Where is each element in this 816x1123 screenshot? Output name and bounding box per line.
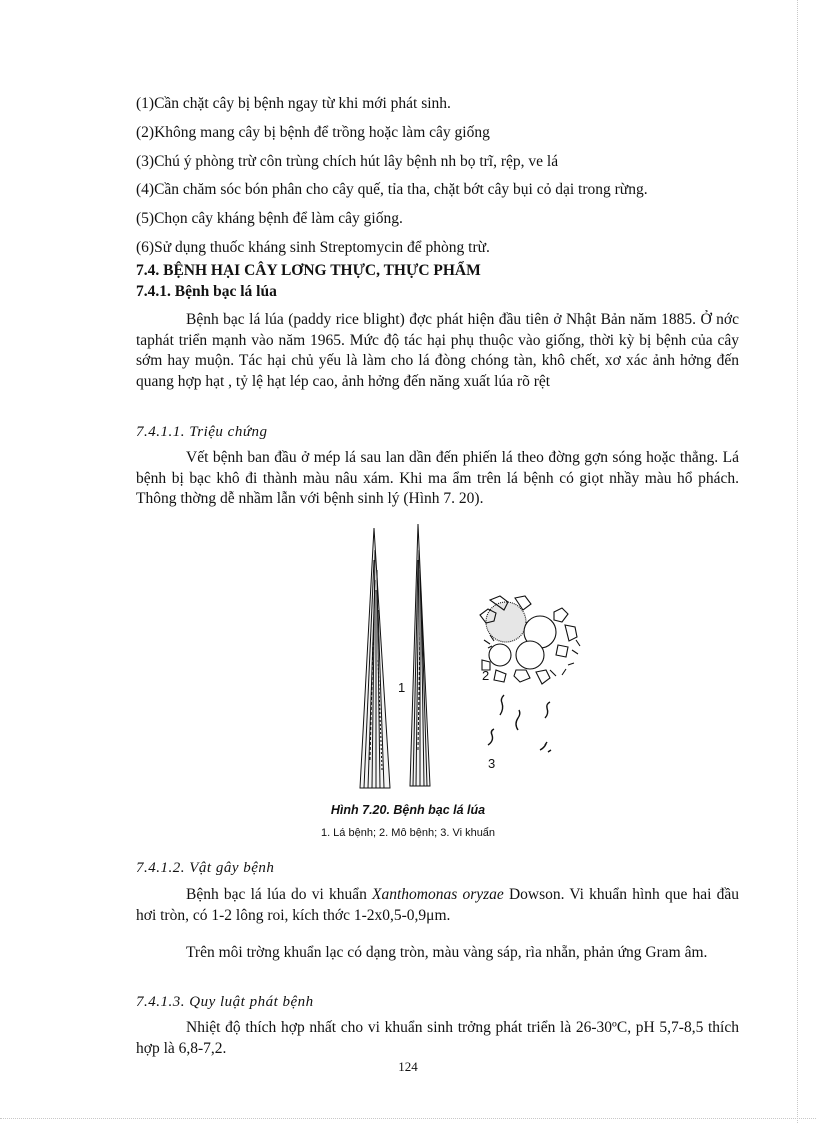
rice-blight-illustration (340, 520, 590, 792)
symptoms-heading: 7.4.1.1. Triệu chứng (136, 424, 268, 440)
bacteria-cells (488, 695, 551, 752)
page-edge-bottom (0, 1118, 816, 1119)
culture-paragraph: Trên môi trờng khuẩn lạc có dạng tròn, màu vàng sáp, rìa nhẵn, phản ứng Gram âm. (186, 944, 708, 961)
development-paragraph: Nhiệt độ thích hợp nhất cho vi khuẩn sinh trởng phát triển là 26-30ºC, pH 5,7-8,5 thích hợp là 6,8-7,2. (136, 1019, 739, 1057)
page-edge-right (797, 0, 798, 1123)
measure-2: (2)Không mang cây bị bệnh để trồng hoặc làm cây giống (136, 124, 490, 141)
measure-1: (1)Cần chặt cây bị bệnh ngay từ khi mới phát sinh. (136, 95, 451, 112)
pathogen-heading: 7.4.1.2. Vật gây bệnh (136, 860, 275, 876)
measure-3: (3)Chú ý phòng trừ côn trùng chích hút lây bệnh nh bọ trĩ, rệp, ve lá (136, 153, 559, 170)
pathogen-text-after: Dowson. Vi khuẩn hình que hai đầu hơi tròn, có 1-2 lông roi, kích thớc 1-2x0,5-0,9μm. (136, 886, 740, 924)
figure-label-3: 3 (488, 756, 496, 771)
pathogen-paragraph (136, 885, 739, 926)
measure-4: (4)Cần chăm sóc bón phân cho cây quế, tỉa tha, chặt bớt cây bụi cỏ dại trong rừng. (136, 181, 648, 198)
page-number: 124 (398, 1059, 418, 1074)
subsection-title: 7.4.1. Bệnh bạc lá lúa (136, 283, 277, 300)
symptoms-paragraph: Vết bệnh ban đầu ở mép lá sau lan dần đến phiến lá theo đờng gợn sóng hoặc thẳng. Lá bệnh bị bạc khô đi thành màu nâu xám. Khi ma ẩm trên lá bệnh có giọt nhầy màu hổ phách. Thông thờng dễ nhầm lẫn với bệnh sinh lý (Hình 7. 20). (136, 449, 739, 508)
pathogen-text-before: Bệnh bạc lá lúa do vi khuẩn (186, 886, 373, 903)
diseased-tissue-cells (480, 596, 580, 684)
figure-caption-title: Hình 7.20. Bệnh bạc lá lúa (330, 803, 486, 817)
diseased-leaf-right (410, 524, 430, 786)
pathogen-species: Xanthomonas oryzae (372, 886, 504, 903)
figure-label-2: 2 (482, 668, 490, 683)
figure-caption-subtitle: 1. Lá bệnh; 2. Mô bệnh; 3. Vi khuẩn (320, 827, 496, 839)
intro-paragraph: Bệnh bạc lá lúa (paddy rice blight) đợc phát hiện đầu tiên ở Nhật Bản năm 1885. Ở nớc taphát triển mạnh vào năm 1965. Mức độ tác hại phụ thuộc vào giống, thời kỳ bị bệnh của cây sớm hay muộn. Tác hại chủ yếu là làm cho lá đòng chóng tàn, khô chết, xơ xác ảnh hởng đến quang hợp hạt , tỷ lệ hạt lép cao, ảnh hởng đến năng xuất lúa rõ rệt (136, 311, 739, 390)
measure-5: (5)Chọn cây kháng bệnh để làm cây giống. (136, 210, 403, 227)
diseased-leaf-left (360, 528, 390, 788)
section-title: 7.4. BỆNH HẠI CÂY LƠNG THỰC, THỰC PHẨM (136, 262, 481, 279)
figure-label-1: 1 (398, 680, 406, 695)
measure-6: (6)Sử dụng thuốc kháng sinh Streptomycin để phòng trừ. (136, 239, 490, 256)
development-heading: 7.4.1.3. Quy luật phát bệnh (136, 994, 314, 1010)
